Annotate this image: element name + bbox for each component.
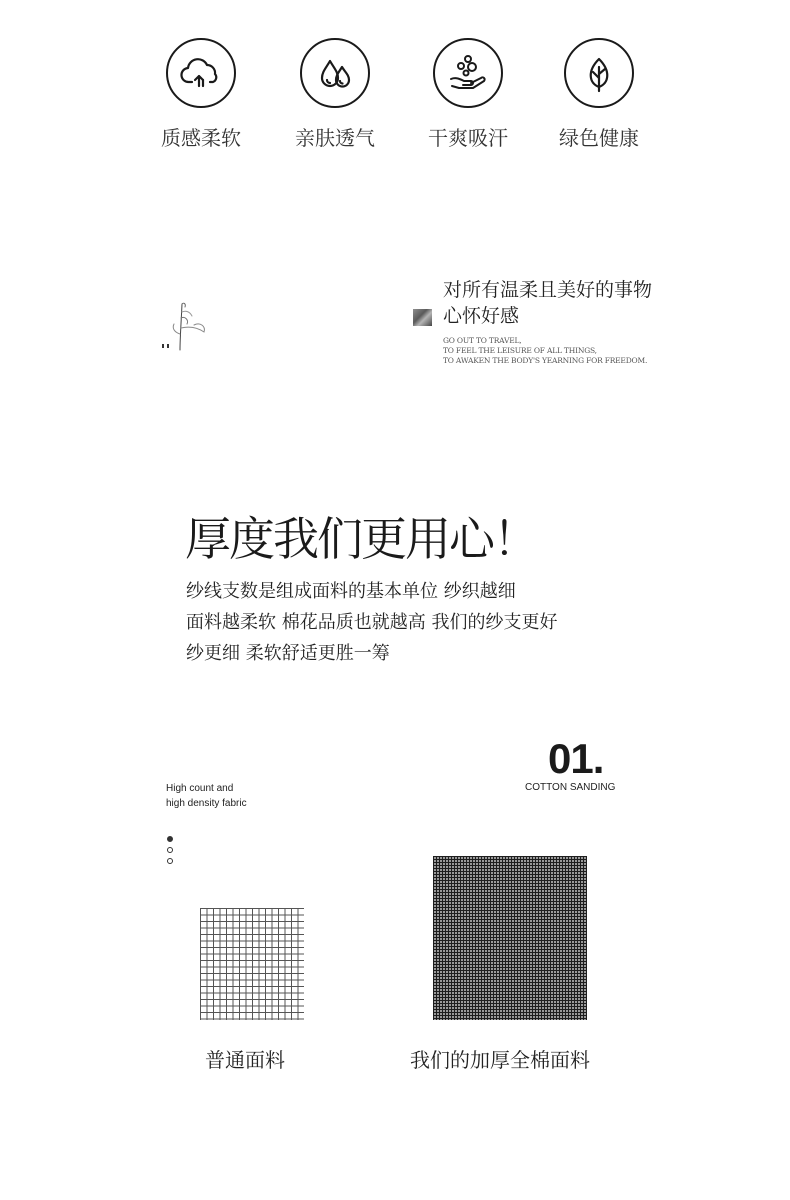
section-description xyxy=(186,576,646,669)
dot-icon xyxy=(167,847,173,853)
quote-line: 对所有温柔且美好的事物 xyxy=(443,279,653,301)
fabric-note-line: high density fabric xyxy=(166,798,247,809)
quote-line: 心怀好感 xyxy=(443,305,520,327)
feature-dry xyxy=(418,38,518,151)
features-row xyxy=(0,0,790,170)
description-line: 纱更细 柔软舒适更胜一筹 xyxy=(186,643,390,664)
dot-icon xyxy=(167,836,173,842)
feature-label: 亲肤透气 xyxy=(295,126,375,150)
quote-chinese xyxy=(443,277,703,329)
feature-label: 绿色健康 xyxy=(559,126,639,150)
water-drops-icon xyxy=(300,38,370,108)
feature-healthy xyxy=(549,38,649,151)
normal-fabric-label: 普通面料 xyxy=(205,1048,285,1072)
feature-breathable xyxy=(285,38,385,151)
dense-fabric-grid xyxy=(433,856,587,1020)
description-line: 面料越柔软 棉花品质也就越高 我们的纱支更好 xyxy=(186,612,558,633)
quote-english xyxy=(443,336,703,366)
section-number: 01. xyxy=(548,735,604,782)
hand-bubbles-icon xyxy=(433,38,503,108)
thumbnail-image xyxy=(413,309,432,326)
fabric-note xyxy=(166,781,247,811)
cloud-icon xyxy=(166,38,236,108)
section-title: 厚度我们更用心！ xyxy=(185,512,537,566)
fabric-note-line: High count and xyxy=(166,783,234,794)
dense-fabric-label: 我们的加厚全棉面料 xyxy=(410,1048,590,1072)
leaf-icon xyxy=(564,38,634,108)
feature-label: 干爽吸汗 xyxy=(428,126,508,150)
quote-en-line: TO AWAKEN THE BODY'S YEARNING FOR FREEDOM. xyxy=(443,356,648,365)
pager-dots xyxy=(167,836,173,869)
flower-illustration xyxy=(160,298,220,358)
quote-en-line: TO FEEL THE LEISURE OF ALL THINGS, xyxy=(443,346,597,355)
normal-fabric-grid xyxy=(200,908,304,1020)
feature-soft xyxy=(151,38,251,151)
quote-en-line: GO OUT TO TRAVEL, xyxy=(443,336,522,345)
description-line: 纱线支数是组成面料的基本单位 纱织越细 xyxy=(186,581,516,602)
dot-icon xyxy=(167,858,173,864)
section-subtitle: COTTON SANDING xyxy=(525,782,616,793)
feature-label: 质感柔软 xyxy=(161,126,241,150)
